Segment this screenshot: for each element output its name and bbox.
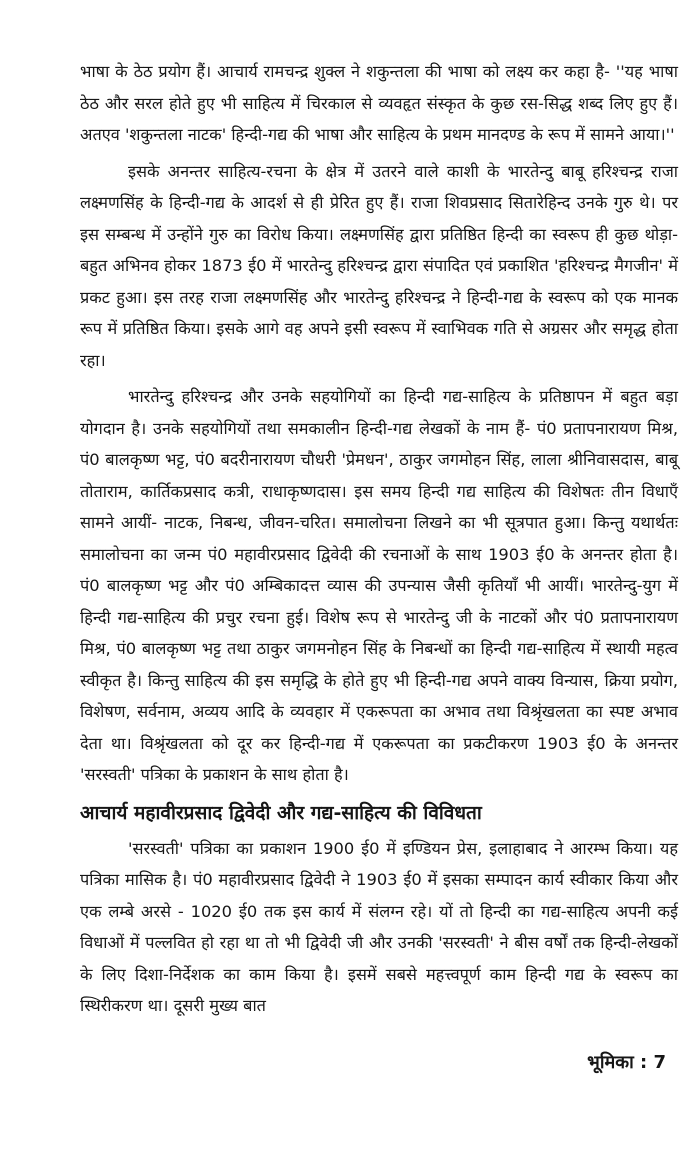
paragraph-saraswati-magazine: 'सरस्वती' पत्रिका का प्रकाशन 1900 ई0 में इण्डियन प्रेस, इलाहाबाद ने आरम्भ किया। यह पत्रिका मासिक है। पं0 महावीरप्रसाद द्विवेदी ने 1903 ई0 में इसका सम्पादन कार्य स्वीकार किया और एक लम्बे अरसे - 1020 ई0 तक इस कार्य में संलग्न रहे। यों तो हिन्दी का गद्य-साहित्य अपनी कई विधाओं में पल्लवित हो रहा था तो भी द्विवेदी जी और उनकी 'सरस्वती' ने बीस वर्षों तक हिन्दी-लेखकों के लिए दिशा-निर्देशक का काम किया है। इसमें सबसे महत्त्वपूर्ण काम हिन्दी गद्य के स्वरूप का स्थिरीकरण था। दूसरी मुख्य बात bbox=[80, 838, 678, 1015]
paragraph-bharatendu-harishchandra: इसके अनन्तर साहित्य-रचना के क्षेत्र में उतरने वाले काशी के भारतेन्दु बाबू हरिश्चन्द्र राजा लक्ष्मणसिंह के हिन्दी-गद्य के आदर्श से ही प्रेरित हुए हैं। राजा शिवप्रसाद सितारेहिन्द उनके गुरु थे। पर इस सम्बन्ध में उन्होंने गुरु का विरोध किया। लक्ष्मणसिंह द्वारा प्रतिष्ठित हिन्दी का स्वरूप ही कुछ थोड़ा-बहुत अभिनव होकर 1873 ई0 में भारतेन्दु हरिश्चन्द्र द्वारा संपादित एवं प्रकाशित 'हरिश्चन्द्र मैगजीन' में प्रकट हुआ। इस तरह राजा लक्ष्मणसिंह और भारतेन्दु हरिश्चन्द्र ने हिन्दी-गद्य के स्वरूप को एक मानक रूप में प्रतिष्ठित किया। इसके आगे वह अपने इसी स्वरूप में स्वाभिवक गति से अग्रसर और समृद्ध होता रहा। bbox=[80, 161, 678, 370]
paragraph-continuation: भाषा के ठेठ प्रयोग हैं। आचार्य रामचन्द्र शुक्ल ने शकुन्तला की भाषा को लक्ष्य कर कहा है- ''यह भाषा ठेठ और सरल होते हुए भी साहित्य में चिरकाल से व्यवहृत संस्कृत के कुछ रस-सिद्ध शब्द लिए हुए हैं। अतएव 'शकुन्तला नाटक' हिन्दी-गद्य की भाषा और साहित्य के प्रथम मानदण्ड के रूप में सामने आया।'' bbox=[80, 62, 678, 144]
paragraph-bharatendu-associates: भारतेन्दु हरिश्चन्द्र और उनके सहयोगियों का हिन्दी गद्य-साहित्य के प्रतिष्ठापन में बहुत बड़ा योगदान है। उनके सहयोगियों तथा समकालीन हिन्दी-गद्य लेखकों के नाम हैं- पं0 प्रतापनारायण मिश्र, पं0 बालकृष्ण भट्ट, पं0 बदरीनारायण चौधरी 'प्रेमधन', ठाकुर जगमोहन सिंह, लाला श्रीनिवासदास, बाबू तोताराम, कार्तिकप्रसाद कत्री, राधाकृष्णदास। इस समय हिन्दी गद्य साहित्य की विशेषतः तीन विधाएँ सामने आयीं- नाटक, निबन्ध, जीवन-चरित। समालोचना लिखने का भी सूत्रपात हुआ। किन्तु यथार्थतः समालोचना का जन्म पं0 महावीरप्रसाद द्विवेदी की रचनाओं के साथ 1903 ई0 के अनन्तर होता है। पं0 बालकृष्ण भट्ट और पं0 अम्बिकादत्त व्यास की उपन्यास जैसी कृतियाँ भी आयीं। भारतेन्दु-युग में हिन्दी गद्य-साहित्य की प्रचुर रचना हुई। विशेष रूप से भारतेन्दु जी के नाटकों और पं0 प्रतापनारायण मिश्र, पं0 बालकृष्ण भट्ट तथा ठाकुर जगमनोहन सिंह के निबन्धों का हिन्दी गद्य-साहित्य में स्थायी महत्व स्वीकृत है। किन्तु साहित्य की इस समृद्धि के होते हुए भी हिन्दी-गद्य अपने वाक्य विन्यास, क्रिया प्रयोग, विशेषण, सर्वनाम, अव्यय आदि के व्यवहार में एकरूपता का अभाव तथा विश्रृंखलता का स्पष्ट अभाव देता था। विश्रृंखलता को दूर कर हिन्दी-गद्य में एकरूपता का प्रकटीकरण 1903 ई0 के अनन्तर 'सरस्वती' पत्रिका के प्रकाशन के साथ होता है। bbox=[80, 387, 678, 784]
section-heading: आचार्य महावीरप्रसाद द्विवेदी और गद्य-साहित्य की विविधता bbox=[80, 801, 482, 824]
page-footer: भूमिका : 7 bbox=[587, 1052, 666, 1073]
